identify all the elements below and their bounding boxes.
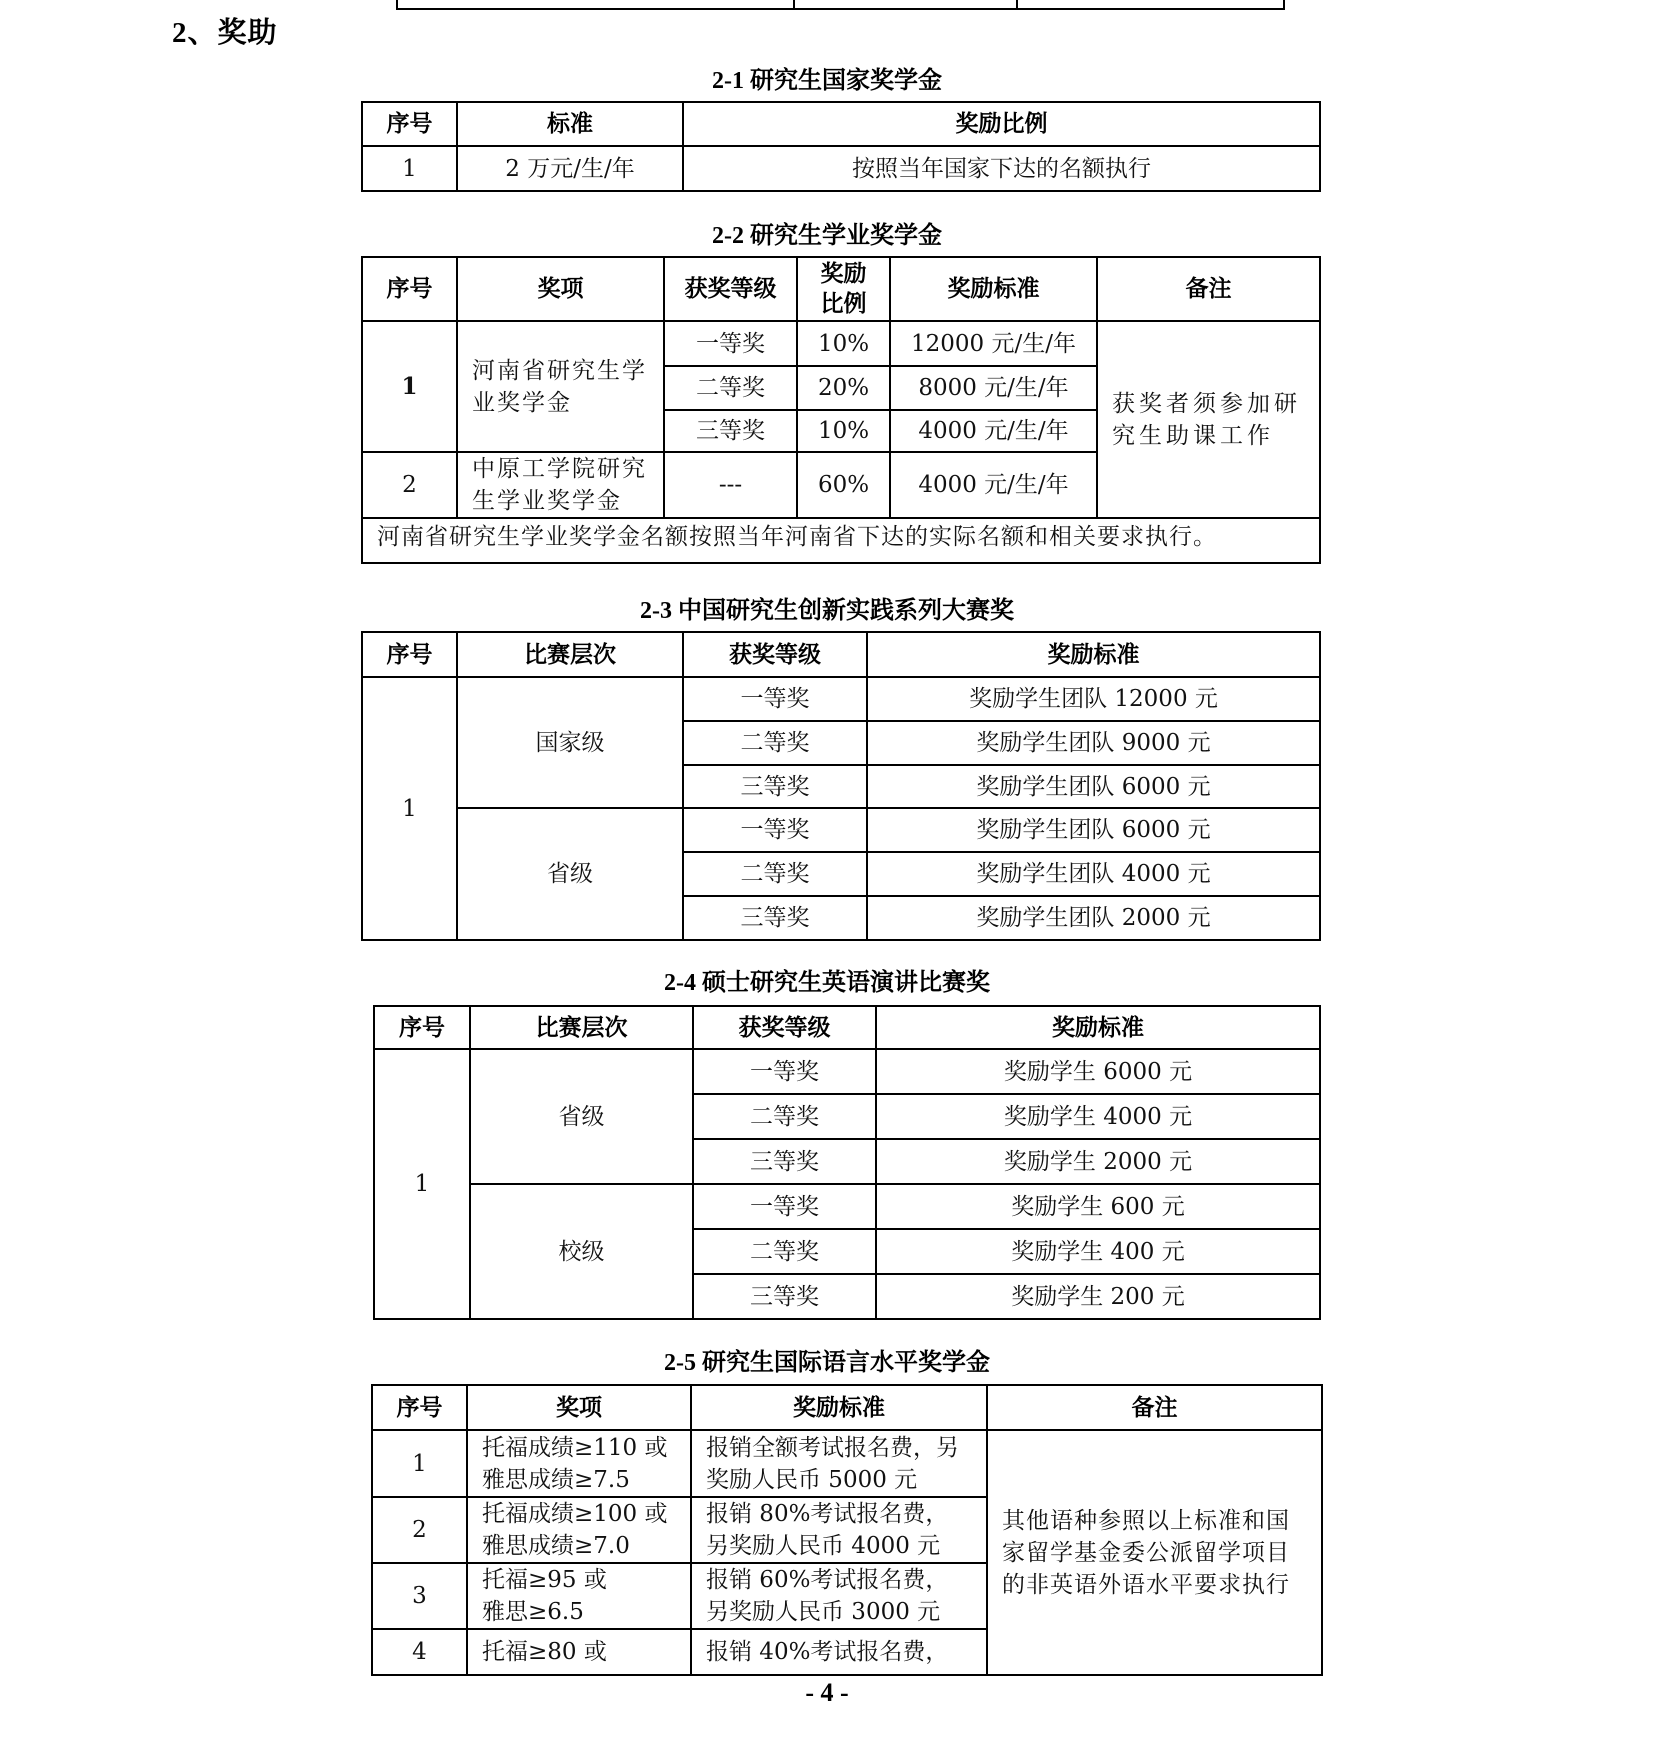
cell-level: 三等奖	[683, 765, 867, 808]
cell-standard	[691, 1497, 987, 1563]
cell-level: 二等奖	[683, 721, 867, 765]
cell-level: 三等奖	[693, 1139, 876, 1184]
cell-standard: 4000 元/生/年	[890, 452, 1097, 518]
cell-level: 一等奖	[683, 808, 867, 852]
cell-award	[467, 1563, 691, 1629]
header-standard: 标准	[457, 102, 683, 146]
cell-standard: 奖励学生团队 9000 元	[867, 721, 1320, 765]
cell-remark: 获奖者须参加研究生助课工作	[1097, 321, 1320, 518]
standard-line-1: 报销全额考试报名费，另	[706, 1434, 959, 1461]
cell-standard	[691, 1563, 987, 1629]
cell-standard: 奖励学生团队 6000 元	[867, 765, 1320, 808]
cell-standard: 奖励学生团队 6000 元	[867, 808, 1320, 852]
header-ratio	[797, 257, 890, 321]
header-no: 序号	[372, 1385, 467, 1430]
cell-level: 二等奖	[693, 1229, 876, 1274]
cell-standard: 奖励学生团队 2000 元	[867, 896, 1320, 940]
cell-no: 1	[362, 677, 457, 940]
page-number: - 4 -	[805, 1678, 849, 1707]
table-2-5	[371, 1384, 1323, 1676]
award-line-2: 雅思≥6.5	[482, 1599, 584, 1625]
cell-no: 1	[372, 1430, 467, 1497]
table-2-4-caption: 2-4 硕士研究生英语演讲比赛奖	[664, 970, 990, 996]
header-award: 奖项	[467, 1385, 691, 1430]
table-footer-row	[362, 518, 1320, 563]
cell-level: 二等奖	[693, 1094, 876, 1139]
header-ratio: 奖励比例	[683, 102, 1320, 146]
cell-level: 一等奖	[693, 1184, 876, 1229]
header-no: 序号	[362, 102, 457, 146]
cell-no: 2	[372, 1497, 467, 1563]
header-standard: 奖励标准	[867, 632, 1320, 677]
table-row	[374, 1184, 1320, 1229]
table-2-1-caption: 2-1 研究生国家奖学金	[712, 68, 942, 94]
cell-tier: 国家级	[457, 677, 683, 808]
cell-tier: 省级	[457, 808, 683, 940]
cell-standard: 8000 元/生/年	[890, 366, 1097, 410]
header-tier: 比赛层次	[470, 1006, 693, 1049]
cell-standard: 奖励学生 200 元	[876, 1274, 1320, 1319]
header-ratio-line1: 奖励	[820, 261, 867, 287]
table-2-2	[361, 256, 1321, 564]
cell-ratio: 60%	[797, 452, 890, 518]
cell-no: 1	[362, 321, 457, 452]
cell-standard: 12000 元/生/年	[890, 321, 1097, 366]
header-tier: 比赛层次	[457, 632, 683, 677]
table-2-3-caption: 2-3 中国研究生创新实践系列大赛奖	[640, 598, 1014, 624]
cell-award: 中原工学院研究生学业奖学金	[457, 452, 664, 518]
cell-award	[467, 1430, 691, 1497]
award-line-1: 托福成绩≥100 或	[482, 1501, 668, 1527]
standard-line-2: 另奖励人民币 3000 元	[706, 1599, 941, 1625]
cell-tier: 省级	[470, 1049, 693, 1184]
award-line-2: 雅思成绩≥7.0	[482, 1533, 630, 1559]
cell-level: 二等奖	[664, 366, 797, 410]
cell-level: 三等奖	[683, 896, 867, 940]
cell-ratio: 按照当年国家下达的名额执行	[683, 146, 1320, 191]
cell-standard: 奖励学生 4000 元	[876, 1094, 1320, 1139]
header-standard: 奖励标准	[876, 1006, 1320, 1049]
cell-level: 三等奖	[664, 410, 797, 452]
award-line-2: 雅思成绩≥7.5	[482, 1466, 630, 1493]
standard-line-1: 报销 60%考试报名费，	[706, 1567, 949, 1593]
cell-ratio: 10%	[797, 410, 890, 452]
table-2-2-caption: 2-2 研究生学业奖学金	[712, 223, 942, 249]
previous-table-fragment	[396, 0, 1285, 10]
table-row	[374, 1049, 1320, 1094]
standard-line-1: 报销 80%考试报名费，	[706, 1501, 949, 1527]
cell-standard: 奖励学生团队 12000 元	[867, 677, 1320, 721]
award-line-1: 托福成绩≥110 或	[482, 1434, 668, 1461]
table-2-4	[373, 1005, 1321, 1320]
header-award: 奖项	[457, 257, 664, 321]
cell-remark: 其他语种参照以上标准和国家留学基金委公派留学项目的非英语外语水平要求执行	[987, 1430, 1322, 1675]
award-line-1: 托福≥95 或	[482, 1567, 607, 1593]
cell-no: 4	[372, 1629, 467, 1675]
cell-standard: 4000 元/生/年	[890, 410, 1097, 452]
cell-no: 3	[372, 1563, 467, 1629]
cell-footer-note: 河南省研究生学业奖学金名额按照当年河南省下达的实际名额和相关要求执行。	[362, 518, 1320, 563]
table-row	[362, 808, 1320, 852]
table-2-1	[361, 101, 1321, 192]
standard-line-2: 奖励人民币 5000 元	[706, 1466, 918, 1493]
cell-level: 一等奖	[693, 1049, 876, 1094]
cell-level: 三等奖	[693, 1274, 876, 1319]
cell-award: 河南省研究生学业奖学金	[457, 321, 664, 452]
cell-standard: 奖励学生 400 元	[876, 1229, 1320, 1274]
table-2-5-caption: 2-5 研究生国际语言水平奖学金	[664, 1350, 990, 1376]
table-2-3	[361, 631, 1321, 941]
cell-award: 托福≥80 或	[467, 1629, 691, 1675]
cell-ratio: 20%	[797, 366, 890, 410]
header-standard: 奖励标准	[890, 257, 1097, 321]
cell-no: 1	[374, 1049, 470, 1319]
cell-standard: 奖励学生 6000 元	[876, 1049, 1320, 1094]
cell-level: 二等奖	[683, 852, 867, 896]
header-ratio-line2: 比例	[820, 291, 867, 317]
cell-no: 2	[362, 452, 457, 518]
header-no: 序号	[362, 257, 457, 321]
header-no: 序号	[362, 632, 457, 677]
header-level: 获奖等级	[693, 1006, 876, 1049]
cell-level: 一等奖	[683, 677, 867, 721]
cell-standard: 2 万元/生/年	[457, 146, 683, 191]
section-heading: 2、奖助	[172, 17, 278, 49]
header-standard: 奖励标准	[691, 1385, 987, 1430]
cell-no: 1	[362, 146, 457, 191]
header-remark: 备注	[987, 1385, 1322, 1430]
cell-award	[467, 1497, 691, 1563]
cell-standard: 奖励学生 2000 元	[876, 1139, 1320, 1184]
cell-level: ---	[664, 452, 797, 518]
header-no: 序号	[374, 1006, 470, 1049]
table-row	[372, 1430, 1322, 1497]
cell-tier: 校级	[470, 1184, 693, 1319]
header-level: 获奖等级	[683, 632, 867, 677]
standard-line-2: 另奖励人民币 4000 元	[706, 1533, 941, 1559]
cell-standard: 奖励学生团队 4000 元	[867, 852, 1320, 896]
header-level: 获奖等级	[664, 257, 797, 321]
header-remark: 备注	[1097, 257, 1320, 321]
table-row	[362, 146, 1320, 191]
cell-ratio: 10%	[797, 321, 890, 366]
cell-standard: 报销 40%考试报名费，	[691, 1629, 987, 1675]
table-row	[362, 321, 1320, 366]
cell-standard	[691, 1430, 987, 1497]
table-row	[362, 677, 1320, 721]
cell-level: 一等奖	[664, 321, 797, 366]
cell-standard: 奖励学生 600 元	[876, 1184, 1320, 1229]
